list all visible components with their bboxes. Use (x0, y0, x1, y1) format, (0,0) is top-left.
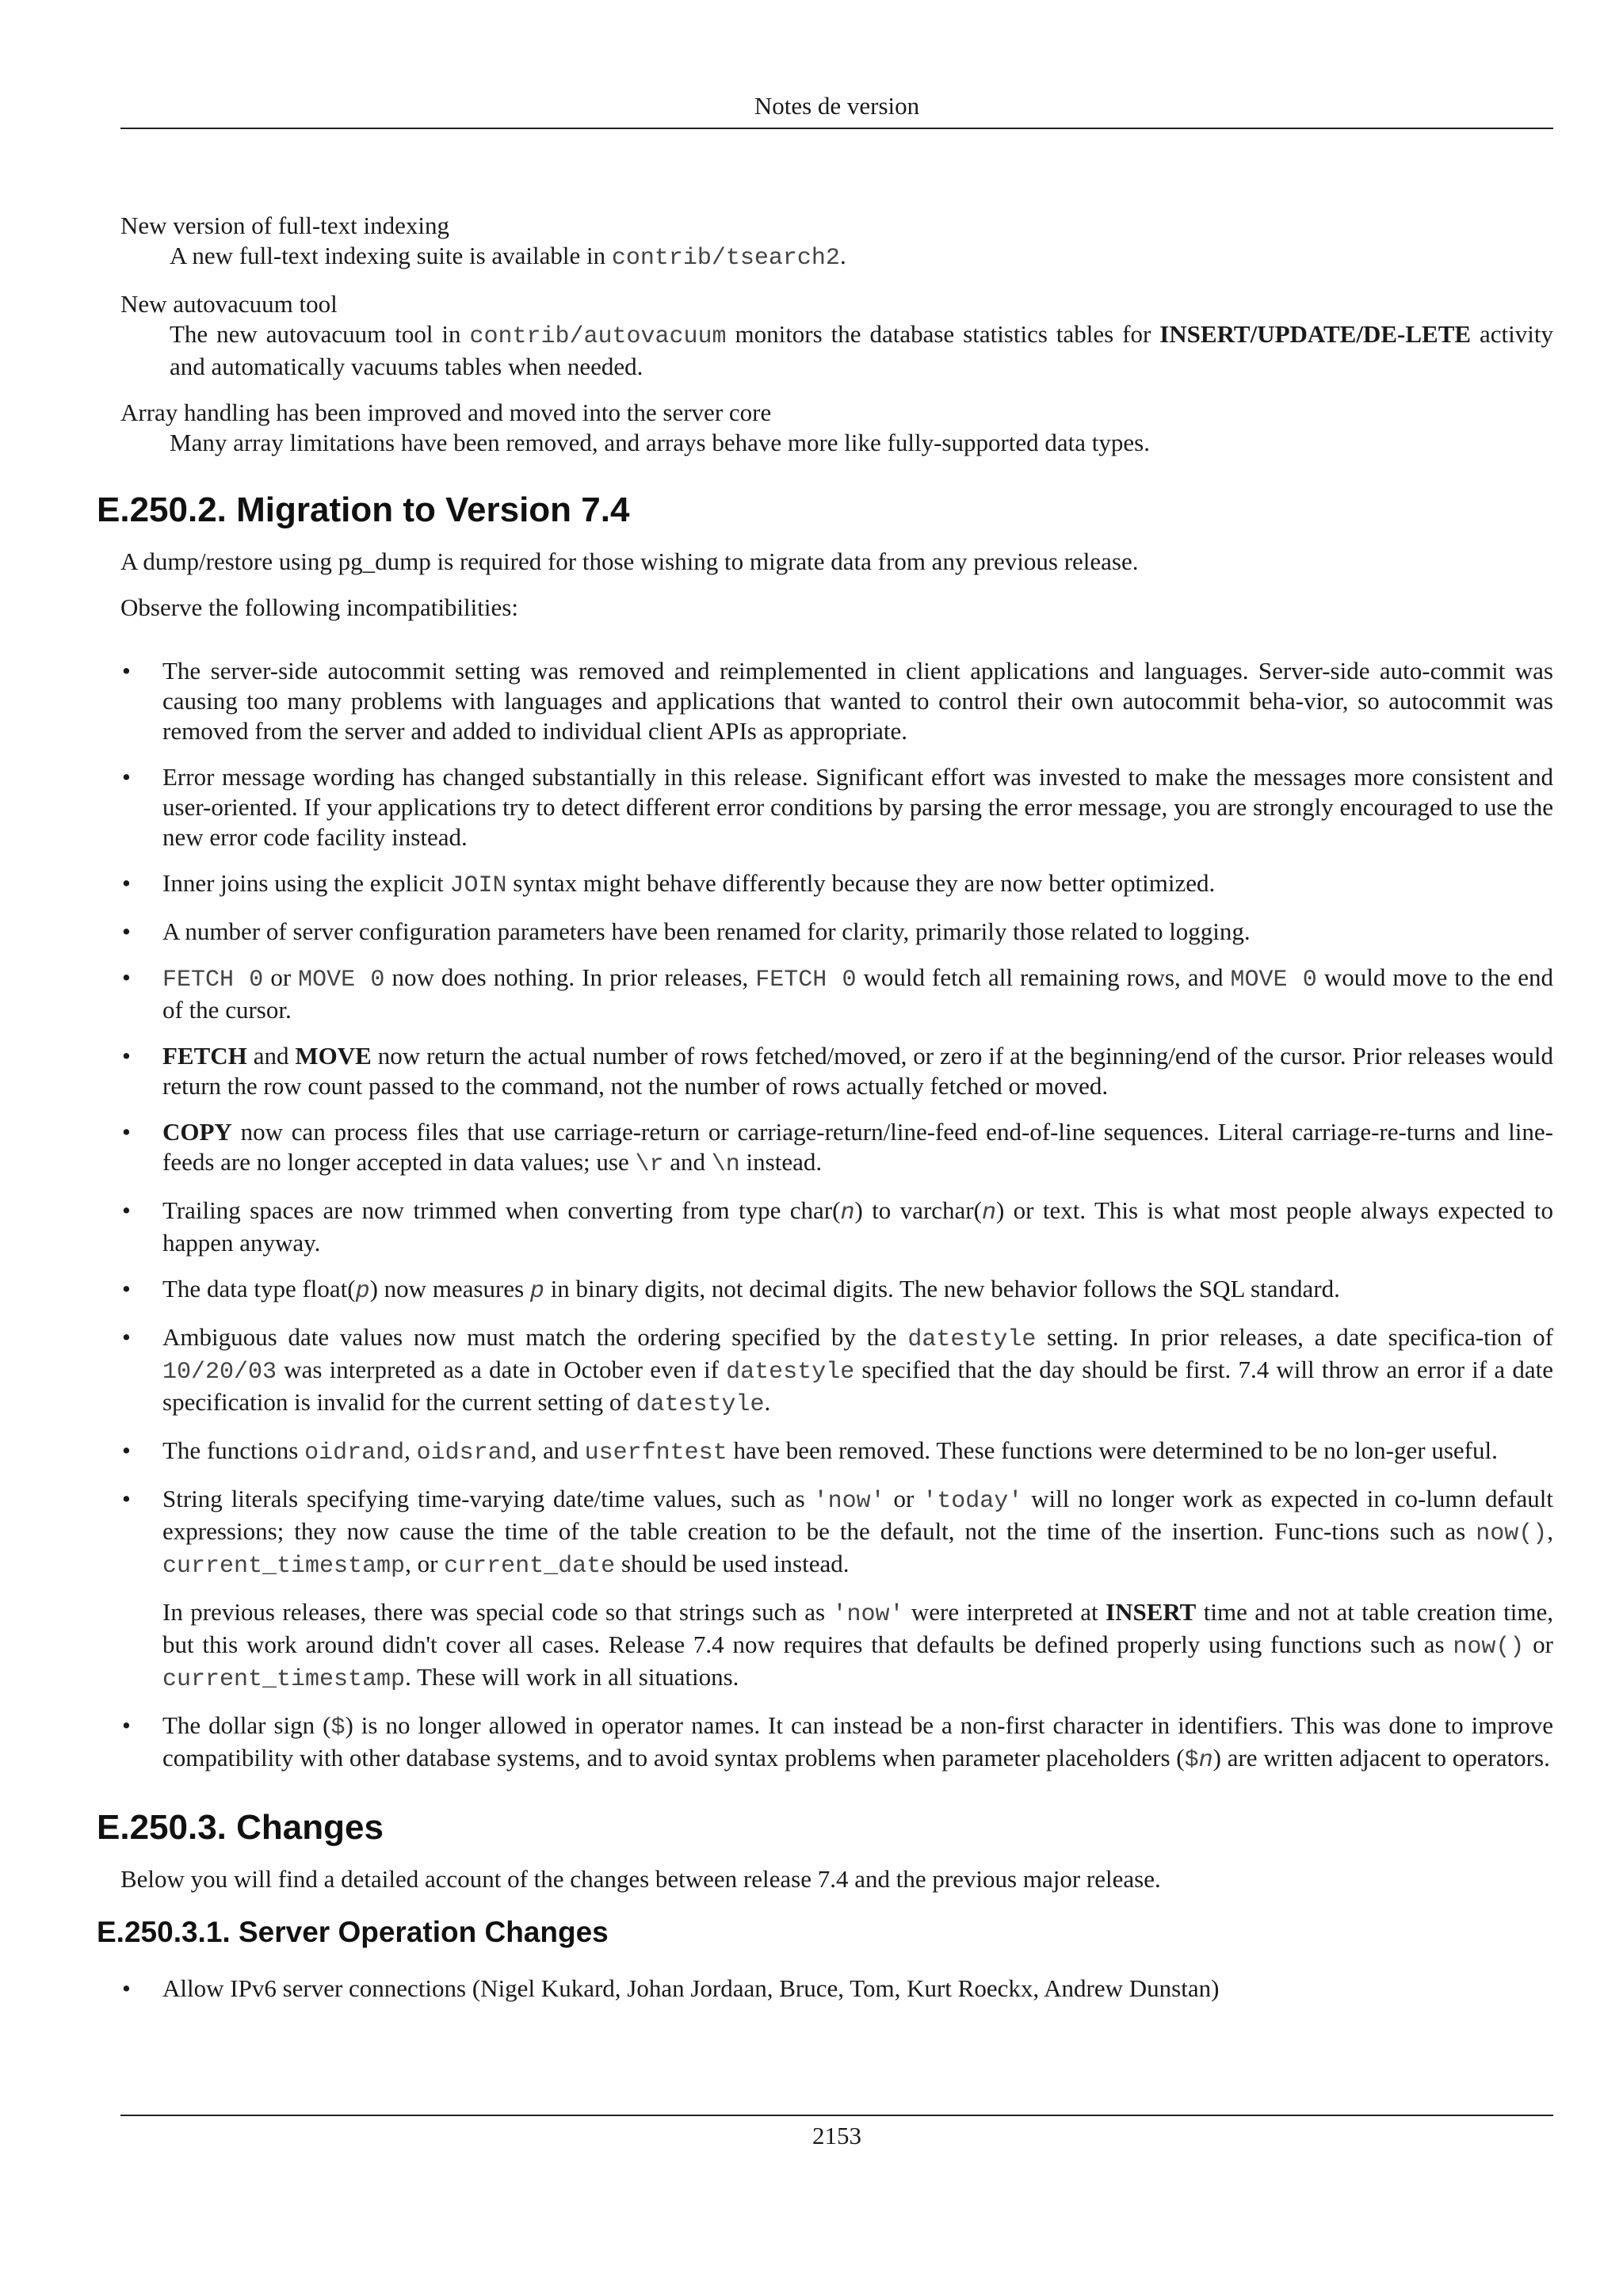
bullet-icon: • (122, 1974, 131, 2002)
code-literal: current_timestamp (162, 1553, 406, 1580)
list-item: • String literals specifying time-varying date/time values, such as 'now' or 'today' will no longer work as expected in co-lumn default expressions; they now cause the time of the table creation to be the default, not the time of the insertion. Func-tions such as now(), current_timestamp, or current_date should be used instead. In previous releases, there was special code so that strings such as 'now' were interpreted at INSERT time and not at table creation time, but this work around didn't cover all cases. Release 7.4 now requires that defaults be defined properly using functions such as now() or current_timestamp. These will work in all situations. (122, 1485, 1554, 1693)
list-item: • The data type float(p) now measures p in binary digits, not decimal digits. The new behavior follows the SQL standard. (122, 1275, 1340, 1305)
running-header: Notes de version (754, 92, 920, 120)
bullet-icon: • (122, 1323, 131, 1351)
list-item: • FETCH and MOVE now return the actual number of rows fetched/moved, or zero if at the beginning/end of the cursor. Prior releases would return the row count passed to the command, not the number of rows actually fetched or moved. (122, 1042, 1553, 1100)
header-rule (120, 128, 1553, 129)
bullet-icon: • (122, 963, 131, 991)
feature-term: Array handling has been improved and moved into the server core (120, 399, 772, 426)
sql-keyword: MOVE (295, 1042, 372, 1070)
code-literal: $ (330, 1714, 346, 1741)
code-literal: current_date (444, 1553, 616, 1580)
code-variable: n (981, 1199, 996, 1226)
feature-definition: Many array limitations have been removed, and arrays behave more like fully-supported data types. (170, 429, 1150, 456)
code-variable: n (840, 1199, 855, 1226)
code-literal: JOIN (449, 872, 507, 899)
bullet-icon: • (122, 869, 131, 897)
list-item: • The dollar sign ($) is no longer allowed in operator names. It can instead be a non-first character in identifiers. This was done to improve compatibility with other database systems, and to avoid syntax problems when parameter placeholders ($n) are written adjacent to operators. (122, 1711, 1553, 1774)
sql-keyword: COPY (162, 1118, 232, 1146)
feature-item (120, 398, 1553, 458)
feature-term: New version of full-text indexing (120, 212, 449, 239)
code-variable: n (1198, 1747, 1213, 1774)
code-literal: FETCH 0 (162, 967, 264, 994)
bullet-icon: • (122, 1485, 131, 1512)
bullet-icon: • (122, 1118, 131, 1146)
code-literal: 'today' (922, 1488, 1023, 1515)
bullet-icon: • (122, 1275, 131, 1302)
code-literal: current_timestamp (162, 1666, 406, 1693)
code-literal: datestyle (636, 1391, 765, 1418)
list-item: • Inner joins using the explicit JOIN syntax might behave differently because they are now better optimized. (122, 869, 1216, 899)
list-item: • Ambiguous date values now must match the ordering specified by the datestyle setting. In prior releases, a date specifica-tion of 10/20/03 was interpreted as a date in October even if datestyle specified that the day should be first. 7.4 will throw an error if a date specification is invalid for the current setting of datestyle. (122, 1323, 1554, 1418)
feature-definition: A new full-text indexing suite is available in contrib/tsearch2. (170, 242, 846, 272)
list-item: • COPY now can process files that use carriage-return or carriage-return/line-feed end-of-line sequences. Literal carriage-re-turns and line-feeds are no longer accepted in data values; use \r and \n instead. (122, 1118, 1553, 1178)
sql-keyword: INSERT (1106, 1598, 1197, 1626)
subsection-heading-server-operation: E.250.3.1. Server Operation Changes (97, 1916, 609, 1948)
code-literal: \n (711, 1151, 740, 1178)
footer-rule (120, 2115, 1553, 2116)
paragraph: A dump/restore using pg_dump is required for those wishing to migrate data from any previous release. (120, 547, 1139, 575)
incompatibilities-list (120, 656, 1553, 1775)
bullet-icon: • (122, 917, 131, 945)
sql-keyword: FETCH (162, 1042, 247, 1070)
feature-item (120, 289, 1553, 382)
code-literal: 'now' (832, 1601, 904, 1628)
code-literal: contrib/tsearch2 (611, 245, 840, 272)
list-item-continuation: In previous releases, there was special code so that strings such as 'now' were interpreted at INSERT time and not at table creation time, but this work around didn't cover all cases. Release 7.4 now requires that defaults be defined properly using functions such as now() or current_timestamp. These will work in all situations. (162, 1598, 1553, 1693)
bullet-icon: • (122, 657, 131, 685)
code-literal: 10/20/03 (162, 1359, 277, 1386)
code-literal: userfntest (584, 1440, 727, 1466)
list-item: • Allow IPv6 server connections (Nigel Kukard, Johan Jordaan, Bruce, Tom, Kurt Roeckx, Andrew Dunstan) (122, 1974, 1220, 2002)
page-number: 2153 (812, 2122, 861, 2149)
page-content (97, 211, 1554, 2019)
list-item: • Error message wording has changed substantially in this release. Significant effort was invested to make the messages more consistent and user-oriented. If your applications try to detect different error conditions by parsing the error message, you are strongly encouraged to use the new error code facility instead. (122, 763, 1553, 851)
changes-list (120, 1974, 1553, 2004)
section-heading-changes: E.250.3. Changes (97, 1808, 384, 1847)
code-variable: p (355, 1278, 370, 1305)
feature-definition: The new autovacuum tool in contrib/autovacuum monitors the database statistics tables for INSERT/UPDATE/DE-LETE activity and automatically vacuums tables when needed. (170, 320, 1553, 380)
section-heading-migration: E.250.2. Migration to Version 7.4 (97, 490, 630, 529)
bullet-icon: • (122, 1196, 131, 1224)
code-literal: datestyle (907, 1326, 1037, 1353)
code-literal: oidrand (304, 1440, 405, 1466)
code-literal: MOVE 0 (298, 967, 385, 994)
code-literal: FETCH 0 (755, 967, 857, 994)
code-literal: $ (1184, 1747, 1199, 1774)
bullet-icon: • (122, 1042, 131, 1070)
code-literal: now() (1476, 1520, 1548, 1547)
code-literal: 'now' (813, 1488, 885, 1515)
sql-keyword: INSERT/UPDATE/DE-LETE (1159, 320, 1472, 348)
code-literal: \r (635, 1151, 664, 1178)
paragraph: Observe the following incompatibilities: (120, 593, 518, 621)
feature-item (120, 211, 1553, 273)
code-literal: MOVE 0 (1230, 967, 1317, 994)
code-literal: contrib/autovacuum (469, 323, 727, 350)
list-item: • A number of server configuration parameters have been renamed for clarity, primarily those related to logging. (122, 917, 1251, 945)
feature-term: New autovacuum tool (120, 290, 338, 318)
code-variable: p (529, 1278, 544, 1305)
bullet-icon: • (122, 1711, 131, 1739)
list-item: • The functions oidrand, oidsrand, and userfntest have been removed. These functions were determined to be no lon-ger useful. (122, 1436, 1498, 1466)
list-item: • The server-side autocommit setting was removed and reimplemented in client applications and languages. Server-side auto-commit was causing too many problems with languages and applications that wanted to control their own autocommit beha-vior, so autocommit was removed from the server and added to individual client APIs as appropriate. (122, 657, 1553, 745)
code-literal: now() (1453, 1634, 1525, 1661)
list-item: • FETCH 0 or MOVE 0 now does nothing. In prior releases, FETCH 0 would fetch all remaining rows, and MOVE 0 would move to the end of the cursor. (122, 963, 1553, 1024)
bullet-icon: • (122, 1436, 131, 1464)
paragraph: Below you will find a detailed account of the changes between release 7.4 and the previous major release. (120, 1865, 1161, 1893)
bullet-icon: • (122, 763, 131, 791)
list-item: • Trailing spaces are now trimmed when converting from type char(n) to varchar(n) or text. This is what most people always expected to happen anyway. (122, 1196, 1554, 1257)
code-literal: oidsrand (416, 1440, 531, 1466)
code-literal: datestyle (726, 1359, 855, 1386)
